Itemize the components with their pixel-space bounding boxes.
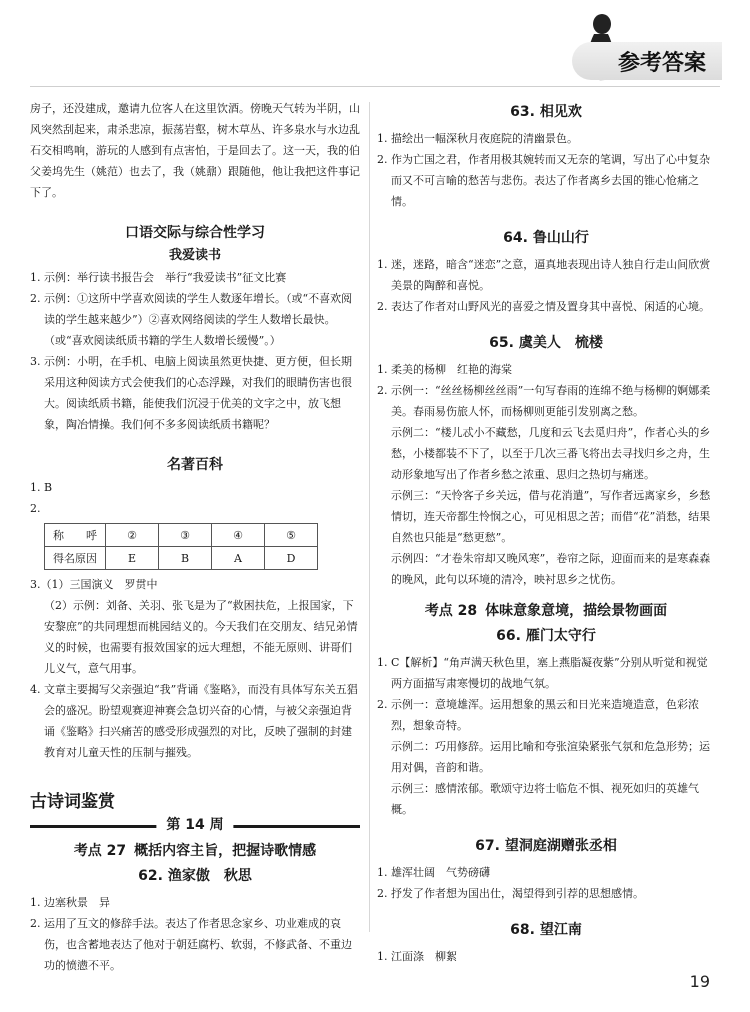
table-row-header: 得名原因 [45,547,106,570]
poem-title-67: 67. 望洞庭湖赠张丞相 [475,838,617,854]
table-row [45,547,318,570]
answer-item: 3. 示例：小明，在手机、电脑上阅读虽然更快捷、更方便，但长期采用这种阅读方式会使我们的心态浮躁，对我们的眼睛伤害也很大。阅读纸质书籍，能使我们沉浸于优美的文字之中，放飞想象，陶冶情操。我们何不多多阅读纸质书籍呢？ [30,355,352,431]
table-cell: ⑤ [265,524,318,547]
page-header [0,0,750,92]
week-bar [30,815,360,835]
kaodian-label: 考点 27 [73,843,127,859]
table-cell: ② [106,524,159,547]
poem-title-68: 68. 望江南 [510,922,582,938]
kaodian-title: 体味意象意境，描绘景物画面 [485,603,668,619]
header-divider [30,86,720,87]
table-row-header: 称 呼 [45,524,106,547]
answer-item: 2. [30,502,41,515]
answer-item: 1. B [30,481,53,494]
kaodian-27-heading [30,840,360,862]
answer-item: 1. 柔美的杨柳 红艳的海棠 [377,363,512,376]
column-divider [369,102,370,932]
answer-item: 1. 迷，迷路，暗含“迷恋”之意，逼真地表现出诗人独自行走山间欣赏美景的陶醉和喜悦。 [377,258,711,292]
answer-item: 示例三：感情浓郁。歌颂守边将士临危不惧、视死如归的英雄气概。 [391,782,699,816]
answer-item: 4. 文章主要揭写父亲强迫“我”背诵《鉴略》，而没有具体写东关五猖会的盛况。盼望观赛迎神赛会急切兴奋的心情，与被父亲强迫背诵《鉴略》扫兴痛苦的感受形成强烈的对比，反映了强制的封建教育对儿童天性的压制与摧残。 [30,683,358,759]
poem-title-65: 65. 虞美人 梳楼 [489,335,603,351]
poem-title-64: 64. 鲁山山行 [503,230,589,246]
page-number: 19 [689,972,710,991]
left-bottom-block [30,836,360,976]
answer-item: 1. 描绘出一幅深秋月夜庭院的清幽景色。 [377,132,578,145]
section-title-oral: 口语交际与综合性学习 [125,225,265,241]
section-title-classics: 名著百科 [167,457,223,473]
answer-item: 1. 边塞秋景 异 [30,896,110,909]
answer-item: 示例四：“才卷朱帘却又晚风寒”，卷帘之际，迎面而来的是寒森森的晚风，此句以环境的清冷，映衬思乡之忧伤。 [391,552,711,586]
answer-item: 2. 示例一：意境雄浑。运用想象的黑云和日光来造境造意，色彩浓烈，想象奇特。 [377,698,699,732]
poem-title-63: 63. 相见欢 [510,104,582,120]
answer-item: 2. 表达了作者对山野风光的喜爱之情及置身其中喜悦、闲适的心境。 [377,300,710,313]
kaodian-28-heading [377,600,715,622]
section-title-poetry: 古诗词鉴赏 [30,792,115,812]
table-cell: D [265,547,318,570]
answer-item: 2. 示例一：“丝丝杨柳丝丝雨”一句写春雨的连绵不绝与杨柳的婀娜柔美。春雨易伤旅人怀，而杨柳则更能引发别离之愁。 [377,384,711,418]
week-label: 第 14 周 [156,815,233,835]
kaodian-label: 考点 28 [424,603,478,619]
answer-item: 示例二：巧用修辞。运用比喻和夸张渲染紧张气氛和危急形势；运用对偶，音韵和谐。 [391,740,710,774]
poem-title-62: 62. 渔家傲 秋思 [138,868,252,884]
answer-item: 示例二：“楼儿忒小不藏愁，几度和云飞去觅归舟”，作者心头的乡愁，小楼都装不下了，以至于几次三番飞将出去寻找归乡之舟，生动形象地写出了作者乡愁之浓重、思归之热切与痛迷。 [391,426,711,481]
answer-item: 2. 抒发了作者想为国出仕，渴望得到引荐的思想感情。 [377,887,644,900]
page-title: 参考答案 [617,51,706,76]
section-subtitle-reading: 我爱读书 [168,248,221,263]
intro-paragraph: 房子，还没建成，邀请九位客人在这里饮酒。傍晚天气转为半阴，山风突然刮起来，肃杀悲凉，振荡岩壑，树木草丛、许多泉水与水边乱石交相鸣响，游玩的人感到有点害怕，于是回去了。这一天，我的伯父姜坞先生（姚范）也去了，我（姚鼐）跟随他，他让我把这件事记下了。 [30,102,360,199]
table-cell: B [159,547,212,570]
answer-item: 1. 江面涤 柳絮 [377,950,457,963]
table-cell: E [106,547,159,570]
table-cell: A [212,547,265,570]
answer-item: 3.（1）三国演义 罗贯中 [30,578,158,591]
answer-item: 1. 雄浑壮阔 气势磅礴 [377,866,490,879]
table-cell: ③ [159,524,212,547]
answer-item: 2. 运用了互文的修辞手法。表达了作者思念家乡、功业难成的哀伤，也含蓄地表达了他对于朝廷腐朽、软弱，不修武备、不重边功的愤懑不平。 [30,917,352,972]
kaodian-title: 概括内容主旨，把握诗歌情感 [134,843,317,859]
left-column [30,98,360,763]
answer-item: 2. 作为亡国之君，作者用极其婉转而又无奈的笔调，写出了心中复杂而又不可言喻的愁苦与悲伤。表达了作者离乡去国的锥心怆痛之情。 [377,153,710,208]
table-cell: ④ [212,524,265,547]
nickname-table [44,523,318,570]
answer-item: 2. 示例：①这所中学喜欢阅读的学生人数逐年增长。（或“不喜欢阅读的学生越来越少”）②喜欢网络阅读的学生人数增长最快。（或“喜欢阅读纸质书籍的学生人数增长缓慢”。） [30,292,353,347]
poem-title-66: 66. 雁门太守行 [496,628,596,644]
answer-item: 1. C【解析】“角声满天秋色里，塞上燕脂凝夜紫”分别从听觉和视觉两方面描写肃寒慢切的战地气氛。 [377,656,708,690]
answer-item: （2）示例：刘备、关羽、张飞是为了“救困扶危，上报国家，下安黎庶”的共同理想而桃园结义的。今天我们在交朋友、结兄弟情义的时候，也需要有报效国家的远大理想，不能无原则、讲哥们儿义气，意气用事。 [44,599,358,675]
answer-item: 示例三：“天怜客子乡关远，借与花消遣”，写作者远离家乡，乡愁情切，连天帝都生怜悯之心，可见相思之苦；而借“花”消愁，结果自然也只能是“愁更愁”。 [391,489,711,544]
answer-item: 1. 示例：举行读书报告会 举行“我爱读书”征文比赛 [30,271,287,284]
right-column [377,98,715,967]
table-row [45,524,318,547]
